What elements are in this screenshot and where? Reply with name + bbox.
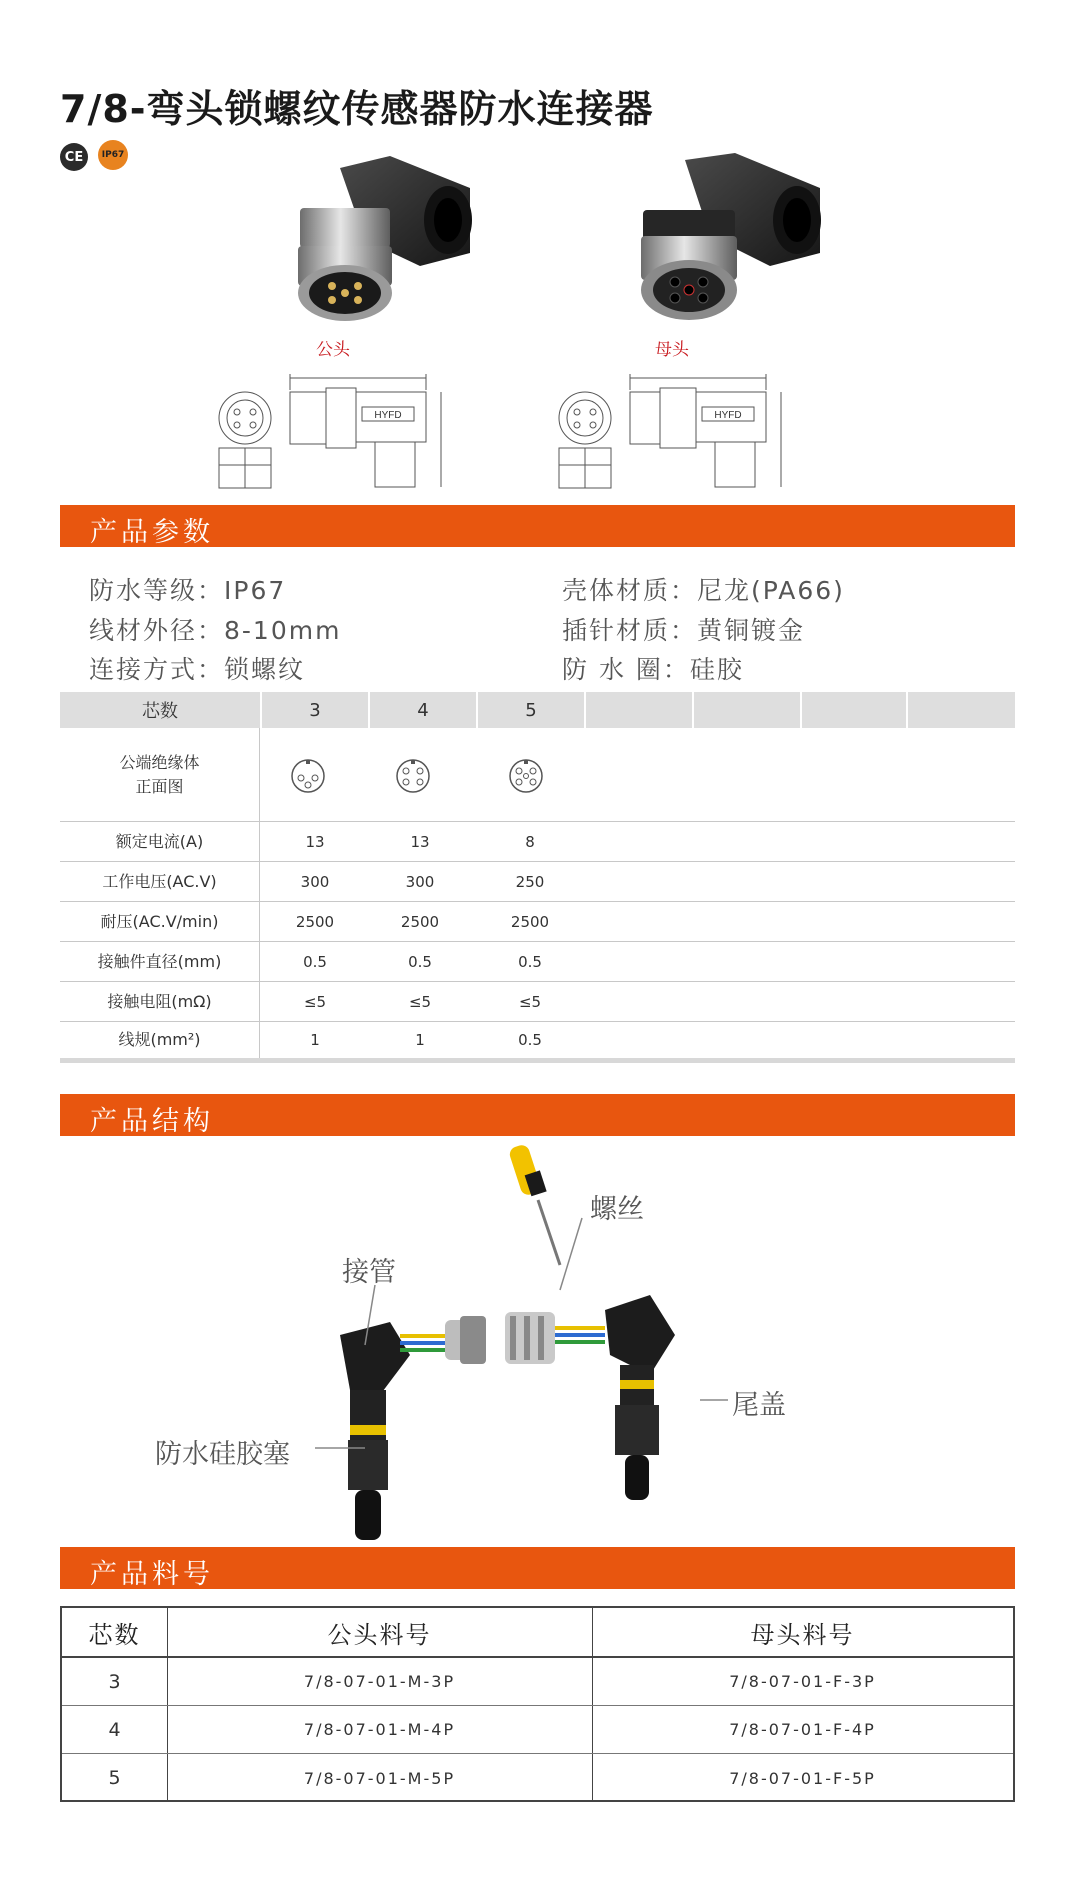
spec-value: 0.5	[303, 952, 327, 971]
spec-value: 2500	[510, 912, 550, 931]
spec-row-contact-diameter	[60, 942, 1015, 982]
male-label: 公头	[316, 340, 350, 360]
param-connection: 连接方式：锁螺纹	[89, 655, 306, 684]
row-cores: 4	[108, 1718, 121, 1741]
spec-label-face: 公端绝缘体 正面图	[60, 728, 260, 821]
male-part-number: 7/8-07-01-M-4P	[303, 1720, 456, 1739]
header-cores: 芯数	[88, 1620, 141, 1649]
spec-row-current	[60, 822, 1015, 862]
ip67-badge: IP67	[98, 140, 128, 170]
spec-label-contact-diameter: 接触件直径(mm)	[60, 942, 260, 981]
row-cores: 3	[108, 1670, 121, 1693]
spec-value: 0.5	[518, 952, 542, 971]
spec-value: ≤5	[518, 992, 542, 1011]
section-params-title: 产品参数	[90, 517, 214, 548]
structure-exploded-image	[320, 1140, 720, 1550]
spec-header-label: 芯数	[142, 701, 178, 722]
male-connector-image	[270, 148, 480, 328]
male-dimension-drawing	[205, 370, 465, 495]
label-tube: 接管	[342, 1257, 396, 1288]
core-4: 4	[417, 699, 429, 721]
female-dimension-drawing	[545, 370, 805, 495]
spec-row-face	[60, 728, 1015, 822]
core-5: 5	[525, 699, 537, 721]
spec-table-bottom-border	[60, 1058, 1015, 1063]
param-cable-diameter: 线材外径：8-10mm	[89, 616, 342, 645]
spec-value: 250	[515, 872, 545, 891]
female-drawing-brand: HYFD	[714, 410, 742, 421]
spec-value: ≤5	[408, 992, 432, 1011]
param-seal: 防 水 圈：硅胶	[562, 655, 744, 684]
female-part-number: 7/8-07-01-F-3P	[729, 1672, 876, 1691]
female-label: 母头	[655, 340, 689, 360]
female-part-number: 7/8-07-01-F-5P	[729, 1768, 876, 1788]
spec-header	[60, 692, 1015, 728]
section-params	[60, 505, 1015, 547]
spec-value: 2500	[400, 912, 440, 931]
param-pin-material: 插针材质：黄铜镀金	[562, 616, 806, 645]
label-seal: 防水硅胶塞	[155, 1439, 290, 1470]
row-cores: 5	[108, 1767, 121, 1789]
spec-value: ≤5	[303, 992, 327, 1011]
spec-row-contact-resistance	[60, 982, 1015, 1022]
spec-label-withstand: 耐压(AC.V/min)	[60, 902, 260, 941]
label-screw: 螺丝	[590, 1194, 644, 1225]
spec-label-voltage: 工作电压(AC.V)	[60, 862, 260, 901]
pin-face-3-icon	[290, 758, 326, 794]
partnumber-header-row	[62, 1608, 1013, 1658]
spec-value: 8	[525, 832, 535, 851]
spec-row-voltage	[60, 862, 1015, 902]
section-structure	[60, 1094, 1015, 1136]
param-waterproof: 防水等级：IP67	[89, 576, 287, 605]
female-part-number: 7/8-07-01-F-4P	[729, 1720, 876, 1739]
spec-value: 2500	[295, 912, 335, 931]
spec-value: 300	[300, 872, 330, 891]
section-partnumbers	[60, 1547, 1015, 1589]
pin-face-5-icon	[508, 758, 544, 794]
spec-value: 0.5	[518, 1031, 542, 1049]
spec-value: 13	[410, 832, 430, 851]
ce-badge: CE	[60, 143, 88, 171]
core-3: 3	[309, 699, 321, 721]
label-tail-cap: 尾盖	[732, 1390, 786, 1421]
table-row	[62, 1658, 1013, 1706]
param-housing: 壳体材质：尼龙(PA66)	[562, 576, 845, 605]
male-part-number: 7/8-07-01-M-3P	[303, 1672, 456, 1691]
header-female: 母头料号	[750, 1620, 855, 1649]
partnumber-table	[60, 1606, 1015, 1802]
female-connector-image	[615, 148, 830, 328]
section-structure-title: 产品结构	[90, 1106, 214, 1137]
page-title: 7/8-弯头锁螺纹传感器防水连接器	[60, 87, 654, 131]
table-row	[62, 1754, 1013, 1802]
spec-label-contact-resistance: 接触电阻(mΩ)	[60, 982, 260, 1021]
spec-label-wire-gauge: 线规(mm²)	[60, 1022, 260, 1058]
male-drawing-brand: HYFD	[374, 410, 402, 421]
spec-value: 13	[305, 832, 325, 851]
table-row	[62, 1706, 1013, 1754]
header-male: 公头料号	[327, 1620, 432, 1649]
pin-face-4-icon	[395, 758, 431, 794]
spec-row-wire-gauge	[60, 1022, 1015, 1058]
spec-value: 1	[415, 1031, 425, 1049]
male-part-number: 7/8-07-01-M-5P	[303, 1768, 456, 1788]
spec-value: 300	[405, 872, 435, 891]
spec-label-current: 额定电流(A)	[60, 822, 260, 861]
spec-row-withstand	[60, 902, 1015, 942]
spec-value: 0.5	[408, 952, 432, 971]
section-partnumbers-title: 产品料号	[90, 1559, 214, 1590]
spec-value: 1	[310, 1031, 320, 1049]
